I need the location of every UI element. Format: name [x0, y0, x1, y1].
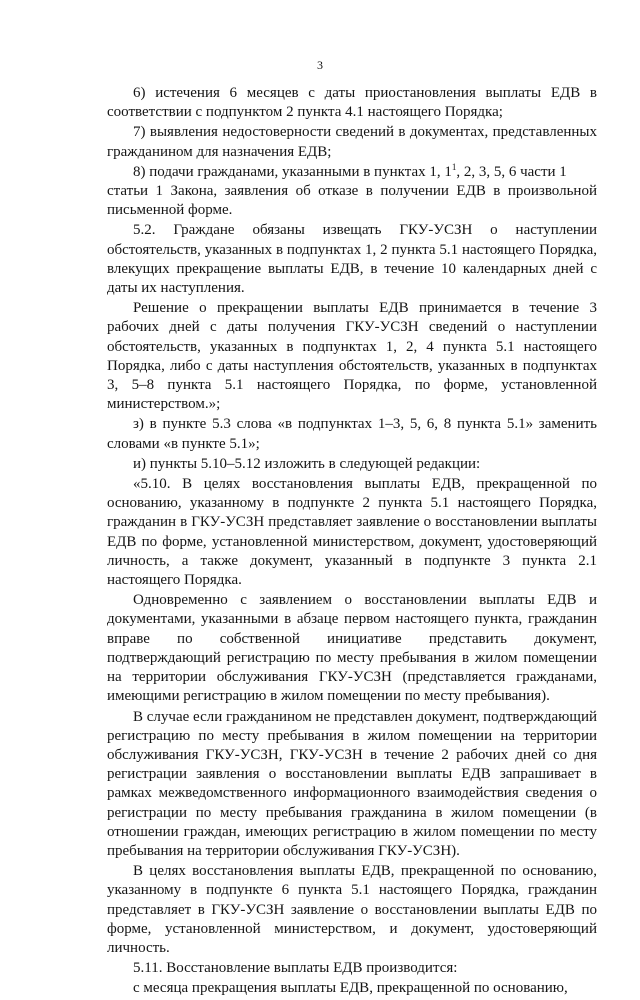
paragraph-from-month: с месяца прекращения выплаты ЕДВ, прекращенной по основанию, [133, 980, 568, 997]
paragraph-simultaneously: Одновременно с заявлением о восстановлении выплаты ЕДВ и документами, указанными в абзаце первом настоящего пункта, гражданин вправе по собственной инициативе представить документ, подтверждающий регистрацию по месту пребывания в жилом помещении на территории обслуживания ГКУ-УСЗН (представляется гражданами, имеющими регистрацию в жилом помещении по месту пребывания). [107, 592, 597, 705]
paragraph-5-10: «5.10. В целях восстановления выплаты ЕДВ, прекращенной по основанию, указанному в подпункте 2 пункта 5.1 настоящего Порядка, гражданин в ГКУ-УСЗН представляет заявление о восстановлении выплаты ЕДВ по форме, установленной министерством, документ, удостоверяющий личность, а также документ, указанный в подпункте 3 пункта 2.1 настоящего Порядка. [107, 476, 597, 589]
item-8-text-after: , 2, 3, 5, 6 части 1 [456, 163, 567, 180]
paragraph-item-8-continued: статьи 1 Закона, заявления об отказе в получении ЕДВ в произвольной письменной форме. [107, 183, 597, 219]
item-8-text-before: 8) подачи гражданами, указанными в пунктах 1, 1 [133, 163, 452, 180]
paragraph-decision: Решение о прекращении выплаты ЕДВ принимается в течение 3 рабочих дней с даты получения ГКУ-УСЗН сведений о наступлении обстоятельств, указанных в подпунктах 1, 2, 4 пункта 5.1 настоящего Порядка, либо с даты наступления обстоятельств, указанных в подпунктах 3, 5–8 пункта 5.1 настоящего Порядка, по форме, установленной министерством.»; [107, 300, 597, 413]
item-8-superscript: 1 [451, 161, 457, 172]
paragraph-item-7: 7) выявления недостоверности сведений в документах, представленных гражданином для назначения ЕДВ; [107, 124, 597, 160]
paragraph-if-not-provided: В случае если гражданином не представлен документ, подтверждающий регистрацию по месту пребывания в жилом помещении на территории обслуживания ГКУ-УСЗН, ГКУ-УСЗН в течение 2 рабочих дней со дня регистрации заявления о восстановлении выплаты ЕДВ запрашивает в рамках межведомственного информационного взаимодействия сведения о регистрации по месту пребывания гражданина в жилом помещении (в отношении граждан, имеющих регистрацию в жилом помещении по месту пребывания на территории обслуживания ГКУ-УСЗН). [107, 708, 597, 859]
paragraph-item-8 [107, 163, 597, 182]
paragraph-item-z: з) в пункте 5.3 слова «в подпунктах 1–3, 5, 6, 8 пункта 5.1» заменить словами «в пункте 5.1»; [107, 416, 597, 452]
paragraph-item-i: и) пункты 5.10–5.12 изложить в следующей редакции: [133, 455, 481, 472]
paragraph-restoration-6: В целях восстановления выплаты ЕДВ, прекращенной по основанию, указанному в подпункте 6 пункта 5.1 настоящего Порядка, гражданин представляет в ГКУ-УСЗН заявление о восстановлении выплаты ЕДВ по форме, установленной министерством, и документ, удостоверяющий личность. [107, 863, 597, 956]
paragraph-5-11: 5.11. Восстановление выплаты ЕДВ производится: [133, 960, 458, 977]
paragraph-5-2: 5.2. Граждане обязаны извещать ГКУ-УСЗН о наступлении обстоятельств, указанных в подпунктах 1, 2 пункта 5.1 настоящего Порядка, влекущих прекращение выплаты ЕДВ, в течение 10 календарных дней с даты их наступления. [107, 222, 597, 297]
page-number: 3 [317, 58, 323, 72]
document-body [107, 84, 597, 1000]
paragraph-item-6: 6) истечения 6 месяцев с даты приостановления выплаты ЕДВ в соответствии с подпунктом 2 пункта 4.1 настоящего Порядка; [107, 85, 597, 121]
